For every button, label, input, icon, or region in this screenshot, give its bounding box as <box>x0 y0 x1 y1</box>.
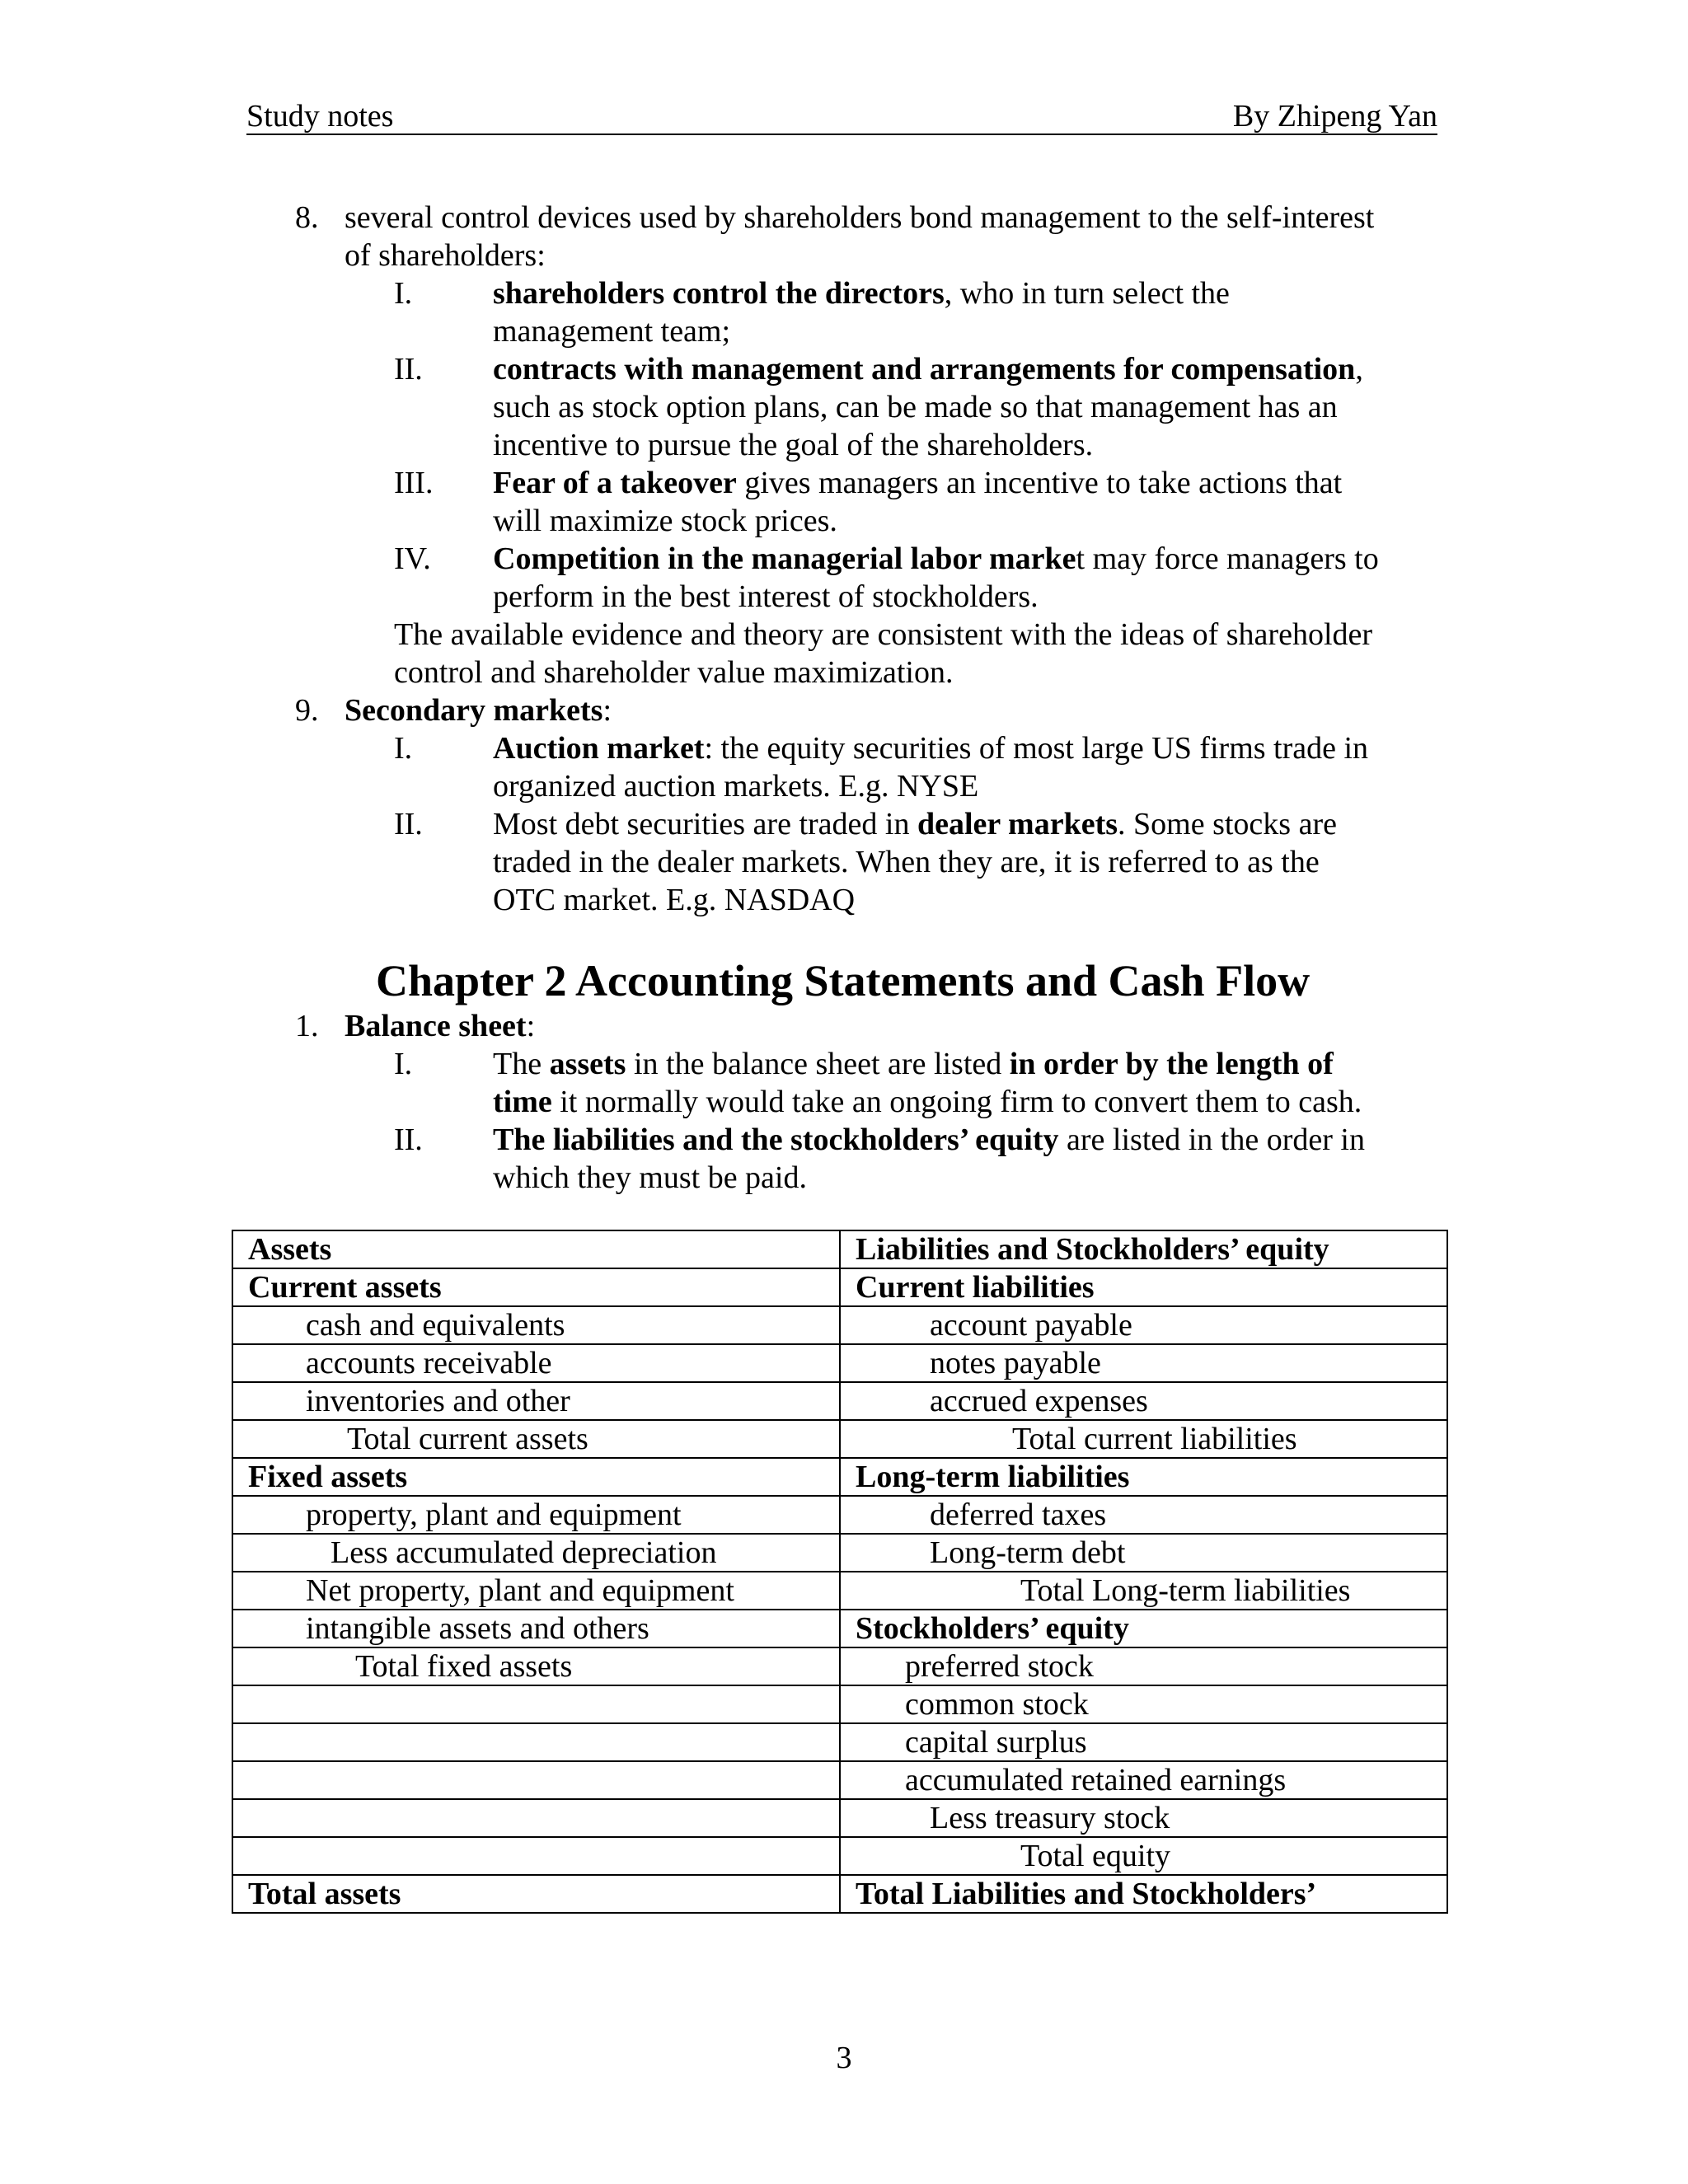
item-number: 8. <box>295 200 319 235</box>
table-row <box>232 1837 1447 1875</box>
liabilities-equity-cell: account payable <box>840 1306 1447 1344</box>
text-run: are listed in the order in <box>1058 1122 1365 1157</box>
roman-numeral: I. <box>394 276 413 311</box>
list-item-text <box>493 464 1342 502</box>
table-row <box>232 1723 1447 1761</box>
list-item-text <box>493 274 1230 312</box>
assets-cell: intangible assets and others <box>232 1610 840 1647</box>
paragraph-text: control and shareholder value maximization. <box>394 655 954 690</box>
assets-cell: Current assets <box>232 1268 840 1306</box>
list-item-text: perform in the best interest of stockholders. <box>493 579 1039 614</box>
list-item-text <box>493 1083 1362 1121</box>
assets-cell <box>232 1723 840 1761</box>
roman-numeral: II. <box>394 807 423 841</box>
table-row <box>232 1610 1447 1647</box>
liabilities-equity-cell: Total Long-term liabilities <box>840 1572 1447 1610</box>
bold-term: Fear of a takeover <box>493 466 737 500</box>
assets-cell: cash and equivalents <box>232 1306 840 1344</box>
bold-term: Balance sheet <box>345 1009 527 1043</box>
text-run: : <box>603 693 612 728</box>
table-row <box>232 1685 1447 1723</box>
assets-cell: Net property, plant and equipment <box>232 1572 840 1610</box>
table-row <box>232 1496 1447 1534</box>
assets-cell <box>232 1799 840 1837</box>
paragraph-text: The available evidence and theory are consistent with the ideas of shareholder <box>394 617 1373 652</box>
header-left-text: Study notes <box>246 99 394 134</box>
bold-term: contracts with management and arrangements for compensation <box>493 352 1356 387</box>
roman-numeral: III. <box>394 466 434 500</box>
list-item-text: which they must be paid. <box>493 1160 807 1195</box>
assets-cell <box>232 1685 840 1723</box>
page-number: 3 <box>836 2041 852 2075</box>
liabilities-equity-cell: Long-term liabilities <box>840 1458 1447 1496</box>
balance-sheet-table <box>232 1230 1448 1914</box>
roman-numeral: I. <box>394 731 413 766</box>
bold-term: Auction market <box>493 731 705 766</box>
list-item-text <box>493 729 1368 767</box>
bold-term: in order by the length of <box>1009 1047 1334 1081</box>
table-row <box>232 1572 1447 1610</box>
liabilities-equity-cell: deferred taxes <box>840 1496 1447 1534</box>
paragraph-text: of shareholders: <box>345 238 546 273</box>
liabilities-equity-cell: Total equity <box>840 1837 1447 1875</box>
bold-term: dealer markets <box>917 807 1118 841</box>
bold-term: Secondary markets <box>345 693 603 728</box>
liabilities-equity-cell: capital surplus <box>840 1723 1447 1761</box>
liabilities-equity-cell: Total Liabilities and Stockholders’ <box>840 1875 1447 1913</box>
balance-sheet-body <box>232 1230 1447 1913</box>
assets-cell: accounts receivable <box>232 1344 840 1382</box>
liabilities-equity-cell: Total current liabilities <box>840 1420 1447 1458</box>
roman-numeral: II. <box>394 1122 423 1157</box>
list-item-text: will maximize stock prices. <box>493 504 837 538</box>
list-item-text <box>493 540 1379 578</box>
table-row <box>232 1647 1447 1685</box>
bold-term: The liabilities and the stockholders’ equity <box>493 1122 1059 1157</box>
text-run: t may force managers to <box>1076 541 1379 576</box>
table-row <box>232 1761 1447 1799</box>
table-row <box>232 1268 1447 1306</box>
table-row <box>232 1534 1447 1572</box>
list-item-text <box>493 1045 1334 1083</box>
liabilities-equity-cell: accumulated retained earnings <box>840 1761 1447 1799</box>
liabilities-equity-cell: preferred stock <box>840 1647 1447 1685</box>
table-row <box>232 1306 1447 1344</box>
text-run: : the equity securities of most large US firms trade in <box>704 731 1369 766</box>
text-run: , who in turn select the <box>944 276 1230 311</box>
text-run: The <box>493 1047 550 1081</box>
page-header <box>246 97 1437 135</box>
list-item-text <box>493 350 1363 388</box>
item-number: 9. <box>295 693 319 728</box>
bold-term: time <box>493 1085 552 1119</box>
text-run: in the balance sheet are listed <box>626 1047 1010 1081</box>
liabilities-equity-cell: Long-term debt <box>840 1534 1447 1572</box>
roman-numeral: II. <box>394 352 423 387</box>
header-right-text: By Zhipeng Yan <box>1232 99 1437 134</box>
assets-cell: property, plant and equipment <box>232 1496 840 1534</box>
text-run: Most debt securities are traded in <box>493 807 917 841</box>
liabilities-equity-cell: Less treasury stock <box>840 1799 1447 1837</box>
assets-cell: Fixed assets <box>232 1458 840 1496</box>
text-run: gives managers an incentive to take actions that <box>736 466 1343 500</box>
bold-term: shareholders control the directors <box>493 276 945 311</box>
roman-numeral: IV. <box>394 541 431 576</box>
table-row <box>232 1875 1447 1913</box>
liabilities-equity-cell: Current liabilities <box>840 1268 1447 1306</box>
list-item-text <box>493 805 1337 843</box>
text-run: . Some stocks are <box>1118 807 1337 841</box>
chapter-title: Chapter 2 Accounting Statements and Cash Flow <box>376 956 1311 1005</box>
assets-cell: Total fixed assets <box>232 1647 840 1685</box>
liabilities-equity-cell: common stock <box>840 1685 1447 1723</box>
bold-term: assets <box>549 1047 626 1081</box>
assets-cell: Total current assets <box>232 1420 840 1458</box>
table-row <box>232 1382 1447 1420</box>
assets-cell <box>232 1837 840 1875</box>
text-run: : <box>526 1009 536 1043</box>
liabilities-equity-cell: Liabilities and Stockholders’ equity <box>840 1230 1447 1268</box>
list-item-text: such as stock option plans, can be made so that management has an <box>493 390 1338 424</box>
assets-cell: Assets <box>232 1230 840 1268</box>
assets-cell: Total assets <box>232 1875 840 1913</box>
list-item-text <box>493 1121 1365 1159</box>
list-item-text: traded in the dealer markets. When they are, it is referred to as the <box>493 845 1320 879</box>
list-item-text: incentive to pursue the goal of the shareholders. <box>493 428 1094 462</box>
liabilities-equity-cell: notes payable <box>840 1344 1447 1382</box>
assets-cell: Less accumulated depreciation <box>232 1534 840 1572</box>
paragraph-text: several control devices used by shareholders bond management to the self-interest <box>345 200 1375 235</box>
assets-cell <box>232 1761 840 1799</box>
liabilities-equity-cell: accrued expenses <box>840 1382 1447 1420</box>
table-row <box>232 1458 1447 1496</box>
list-item-text: management team; <box>493 314 731 349</box>
item-heading <box>345 1007 535 1045</box>
text-run: , <box>1355 352 1363 387</box>
item-number: 1. <box>295 1009 319 1043</box>
table-row <box>232 1420 1447 1458</box>
bold-term: Competition in the managerial labor marke <box>493 541 1076 576</box>
roman-numeral: I. <box>394 1047 413 1081</box>
list-item-text: organized auction markets. E.g. NYSE <box>493 769 979 804</box>
table-row <box>232 1230 1447 1268</box>
assets-cell: inventories and other <box>232 1382 840 1420</box>
text-run: it normally would take an ongoing firm to convert them to cash. <box>551 1085 1362 1119</box>
table-row <box>232 1344 1447 1382</box>
list-item-text: OTC market. E.g. NASDAQ <box>493 883 856 917</box>
liabilities-equity-cell: Stockholders’ equity <box>840 1610 1447 1647</box>
item-heading <box>345 691 612 729</box>
table-row <box>232 1799 1447 1837</box>
